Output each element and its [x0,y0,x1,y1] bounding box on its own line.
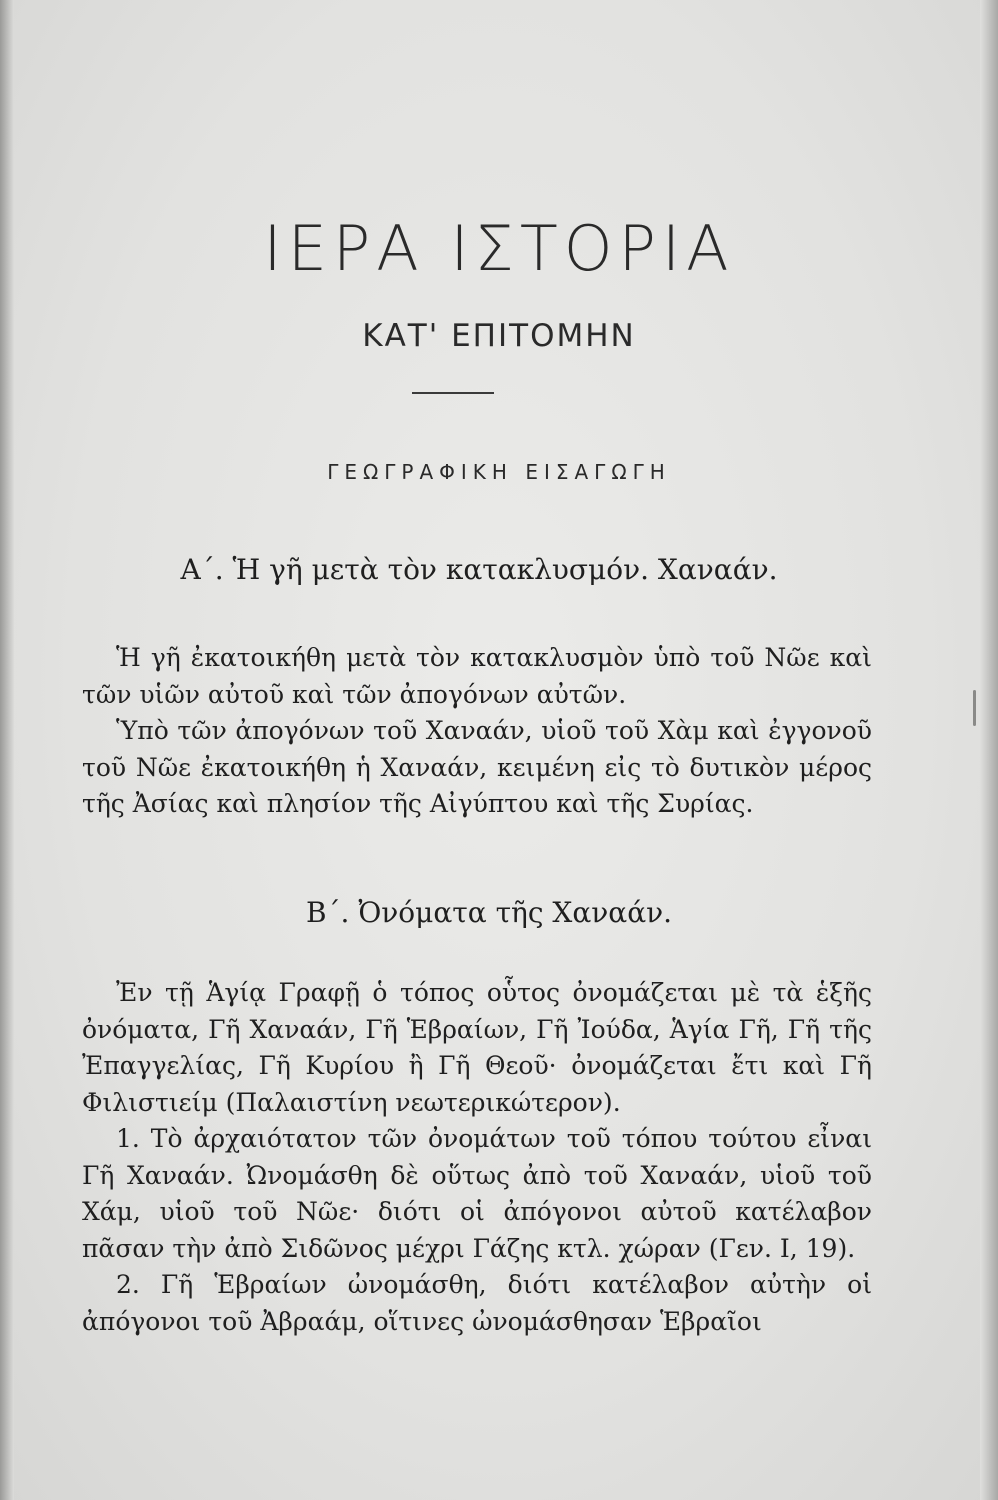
numbered-paragraph-1: 1. Τὸ ἀρχαιότατον τῶν ὀνομάτων τοῦ τόπου τούτου εἶναι Γῆ Χαναάν. Ὠνομάσθη δὲ οὕτως ἀπὸ τοῦ Χαναάν, υἱοῦ τοῦ Χάμ, υἱοῦ τοῦ Νῶε· διότι οἱ ἀπόγονοι αὐτοῦ κατέλαβον πᾶσαν τὴν ἀπὸ Σιδῶνος μέχρι Γάζης κτλ. χώραν (Γεν. Ι, 19). [82,1124,872,1263]
paragraph: Ἡ γῆ ἐκατοικήθη μετὰ τὸν κατακλυσμὸν ὑπὸ τοῦ Νῶε καὶ τῶν υἱῶν αὐτοῦ καὶ τῶν ἀπογόνων αὐτῶν. [82,643,872,709]
paragraph: Ἐν τῇ Ἁγίᾳ Γραφῇ ὁ τόπος οὗτος ὀνομάζεται μὲ τὰ ἑξῆς ὀνόματα, Γῆ Χαναάν, Γῆ Ἑβραίων, Γῆ Ἰούδα, Ἁγία Γῆ, Γῆ τῆς Ἐπαγγελίας, Γῆ Κυρίου ἢ Γῆ Θεοῦ· ὀνομάζεται ἔτι καὶ Γῆ Φιλιστιείμ (Παλαιστίνη νεωτερικώτερον). [82,978,872,1117]
chapter-b-body [82,975,872,1340]
title-divider [412,392,494,394]
section-heading: ΓΕΩΓΡΑΦΙΚΗ ΕΙΣΑΓΩΓΗ [327,460,671,484]
chapter-b-heading: Β΄. Ὀνόματα τῆς Χαναάν. [305,896,673,929]
page-title: ΙΕΡΑ ΙΣΤΟΡΙΑ [263,212,735,285]
chapter-a-heading: Α΄. Ἡ γῆ μετὰ τὸν κατακλυσμόν. Χαναάν. [180,553,778,586]
page-subtitle: ΚΑΤ' ΕΠΙΤΟΜΗΝ [362,318,636,354]
page-fold-mark [973,690,976,726]
paragraph: Ὑπὸ τῶν ἀπογόνων τοῦ Χαναάν, υἱοῦ τοῦ Χὰμ καὶ ἐγγονοῦ τοῦ Νῶε ἐκατοικήθη ἡ Χαναάν, κειμένη εἰς τὸ δυτικὸν μέρος τῆς Ἀσίας καὶ πλησίον τῆς Αἰγύπτου καὶ τῆς Συρίας. [82,716,872,818]
numbered-paragraph-2: 2. Γῆ Ἑβραίων ὠνομάσθη, διότι κατέλαβον αὐτὴν οἱ ἀπόγονοι τοῦ Ἀβραάμ, οἵτινες ὠνομάσθησαν Ἑβραῖοι [82,1270,872,1336]
chapter-a-body [82,640,872,823]
